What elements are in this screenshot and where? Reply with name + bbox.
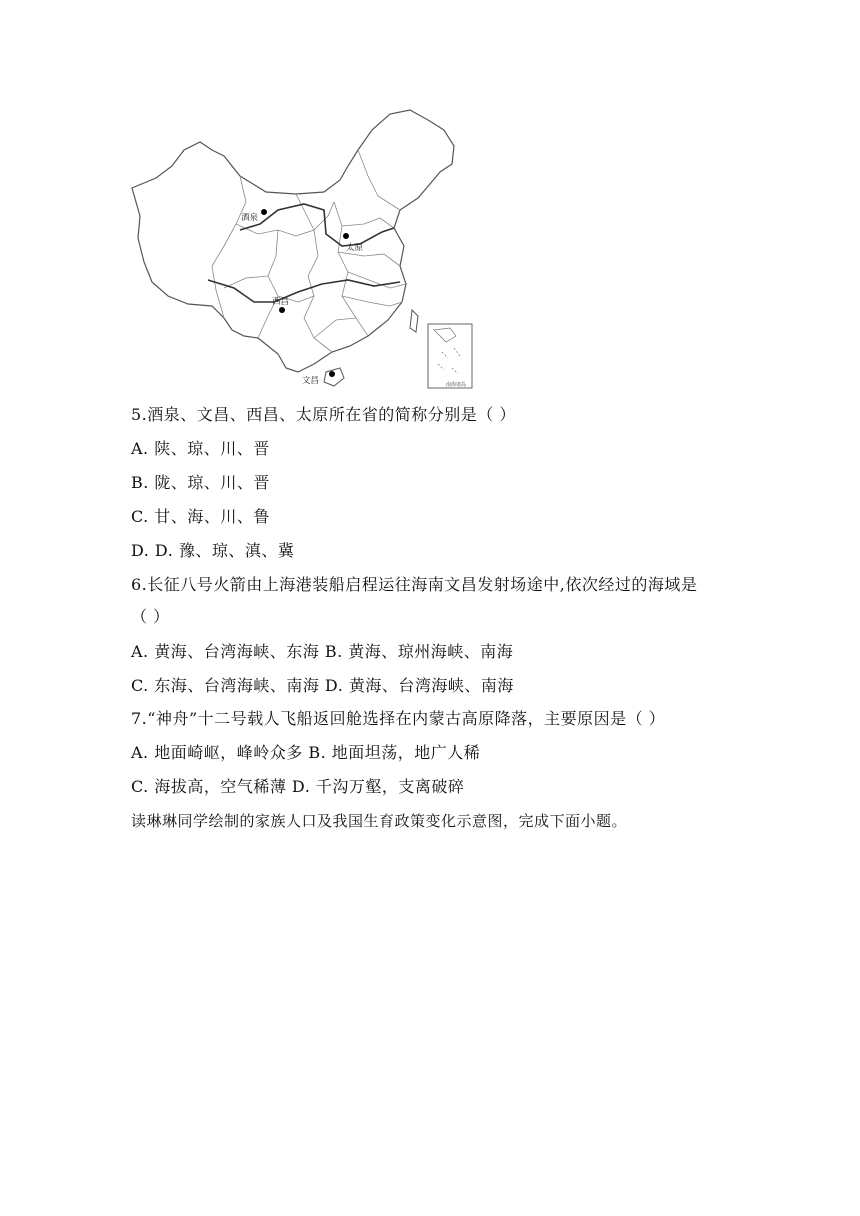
province-borders	[212, 150, 406, 352]
question-5-option-b: B. 陇、琼、川、晋	[131, 473, 270, 492]
city-label-taiyuan: 太原	[346, 243, 364, 253]
city-xichang	[272, 297, 289, 313]
city-label-wenchang: 文昌	[302, 376, 320, 386]
china-map	[128, 106, 476, 390]
question-7-options-ab: A. 地面崎岖，峰岭众多 B. 地面坦荡，地广人稀	[131, 743, 481, 762]
south-china-sea-inset	[428, 324, 472, 388]
city-wenchang	[302, 371, 335, 386]
question-5-option-c: C. 甘、海、川、鲁	[131, 507, 270, 526]
question-7-stem: 7.“神舟”十二号载人飞船返回舱选择在内蒙古高原降落，主要原因是（ ）	[131, 709, 666, 728]
question-5-option-a: A. 陕、琼、川、晋	[131, 439, 270, 458]
hainan-island	[324, 368, 344, 386]
yangtze-river	[208, 280, 400, 302]
next-section-intro: 读琳琳同学绘制的家族人口及我国生育政策变化示意图，完成下面小题。	[131, 812, 628, 830]
question-5-stem: 5.酒泉、文昌、西昌、太原所在省的简称分别是（ ）	[131, 405, 516, 424]
question-6-stem: 6.长征八号火箭由上海港装船启程运往海南文昌发射场途中,依次经过的海域是	[131, 575, 698, 594]
inset-label: 南海诸岛	[446, 382, 467, 388]
question-6-options-ab: A. 黄海、台湾海峡、东海 B. 黄海、琼州海峡、南海	[131, 642, 514, 661]
question-6-stem-cont: （ ）	[131, 607, 170, 626]
taiwan-island	[410, 310, 418, 332]
china-outline	[132, 110, 454, 372]
question-7-options-cd: C. 海拔高，空气稀薄 D. 千沟万壑，支离破碎	[131, 777, 465, 796]
question-5-option-d: D. D. 豫、琼、滇、冀	[131, 541, 295, 560]
question-6-options-cd: C. 东海、台湾海峡、南海 D. 黄海、台湾海峡、南海	[131, 676, 514, 695]
city-taiyuan	[343, 233, 364, 253]
city-label-jiuquan: 酒泉	[241, 213, 259, 223]
city-label-xichang: 西昌	[272, 297, 290, 307]
